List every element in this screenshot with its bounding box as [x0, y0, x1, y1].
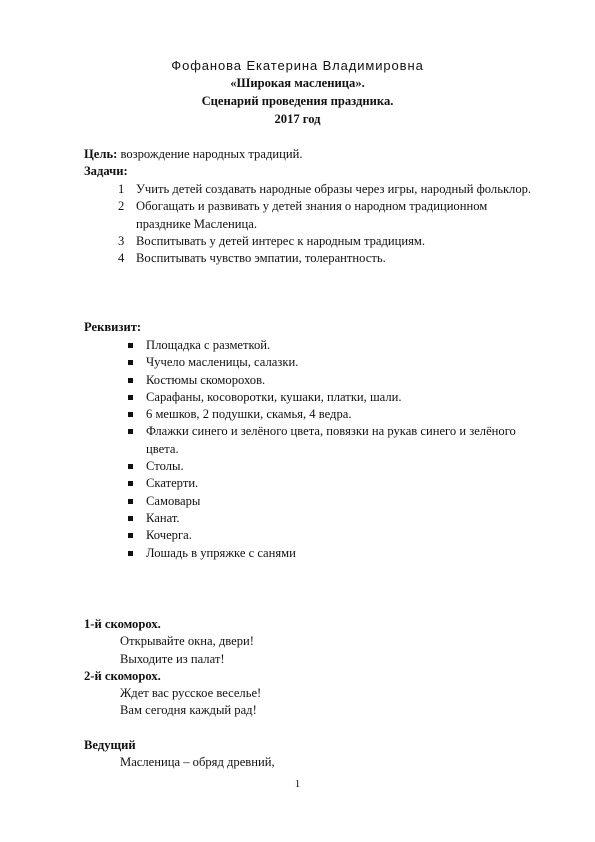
- square-bullet-icon: [128, 499, 133, 504]
- props-item: [84, 493, 534, 510]
- task-item: [84, 198, 534, 233]
- props-list: [84, 337, 534, 562]
- props-item: [84, 337, 534, 354]
- props-item-text: Костюмы скоморохов.: [146, 372, 266, 387]
- host-name: Ведущий: [84, 737, 136, 752]
- square-bullet-icon: [128, 464, 133, 469]
- tasks-heading: Задачи:: [84, 164, 128, 178]
- goal-paragraph: [84, 146, 302, 163]
- goal-label: Цель:: [84, 147, 118, 161]
- props-item-text: Лошадь в упряжке с санями: [146, 545, 296, 560]
- document-year: 2017 год: [274, 112, 321, 126]
- tasks-list: [84, 181, 534, 267]
- speaker-1-name: 1-й скоморох.: [84, 617, 161, 631]
- task-number: 3: [118, 233, 125, 248]
- props-item: [84, 545, 534, 562]
- props-item: [84, 406, 534, 423]
- props-item-text: Столы.: [146, 459, 184, 474]
- goal-text: возрождение народных традиций.: [117, 147, 303, 161]
- props-heading: Реквизит:: [84, 320, 142, 334]
- square-bullet-icon: [128, 360, 133, 365]
- task-item: [84, 181, 534, 198]
- square-bullet-icon: [128, 412, 133, 417]
- task-text: Учить детей создавать народные образы через игры, народный фольклор.: [136, 182, 532, 196]
- task-text: Обогащать и развивать у детей знания о народном традиционном празднике Масленица.: [136, 199, 488, 231]
- task-text: Воспитывать у детей интерес к народным традициям.: [136, 233, 426, 248]
- props-item-text: 6 мешков, 2 подушки, скамья, 4 ведра.: [146, 407, 352, 422]
- document-subtitle: Сценарий проведения праздника.: [201, 94, 394, 108]
- dialog-section: [84, 616, 534, 771]
- page-number: 1: [294, 778, 301, 790]
- props-item-text: Чучело масленицы, салазки.: [146, 355, 299, 370]
- speaker-2-line: Ждет вас русское веселье!: [120, 686, 262, 701]
- square-bullet-icon: [128, 533, 133, 538]
- props-item: [84, 354, 534, 371]
- square-bullet-icon: [128, 516, 133, 521]
- task-number: 2: [118, 199, 125, 214]
- props-item-text: Канат.: [146, 510, 180, 525]
- task-number: 4: [118, 251, 125, 266]
- props-item-text: Флажки синего и зелёного цвета, повязки на рукав синего и зелёного цвета.: [146, 424, 516, 456]
- author-name: Фофанова Екатерина Владимировна: [171, 58, 424, 73]
- props-item: [84, 458, 534, 475]
- task-number: 1: [118, 182, 125, 196]
- speaker-2-name: 2-й скоморох.: [84, 668, 161, 683]
- square-bullet-icon: [128, 343, 133, 348]
- props-item-text: Сарафаны, косоворотки, кушаки, платки, шали.: [146, 389, 402, 404]
- host-line: Масленица – обряд древний,: [120, 755, 275, 770]
- square-bullet-icon: [128, 378, 133, 383]
- speaker-1-line: Выходите из палат!: [120, 651, 225, 666]
- document-title: «Широкая масленица».: [230, 76, 365, 90]
- props-item-text: Скатерти.: [146, 476, 199, 491]
- speaker-2-line: Вам сегодня каждый рад!: [120, 703, 257, 718]
- speaker-1-line: Открывайте окна, двери!: [120, 634, 254, 649]
- task-text: Воспитывать чувство эмпатии, толерантность.: [136, 251, 386, 266]
- props-item: [84, 510, 534, 527]
- square-bullet-icon: [128, 551, 133, 556]
- square-bullet-icon: [128, 395, 133, 400]
- props-item: [84, 389, 534, 406]
- square-bullet-icon: [128, 429, 133, 434]
- task-item: [84, 233, 534, 250]
- props-item: [84, 527, 534, 544]
- props-item-text: Самовары: [146, 493, 201, 508]
- props-item: [84, 423, 534, 458]
- blank-line: [84, 720, 534, 737]
- props-item-text: Кочерга.: [146, 528, 192, 543]
- square-bullet-icon: [128, 481, 133, 486]
- props-item-text: Площадка с разметкой.: [146, 338, 271, 352]
- task-item: [84, 250, 534, 267]
- props-item: [84, 372, 534, 389]
- props-item: [84, 475, 534, 492]
